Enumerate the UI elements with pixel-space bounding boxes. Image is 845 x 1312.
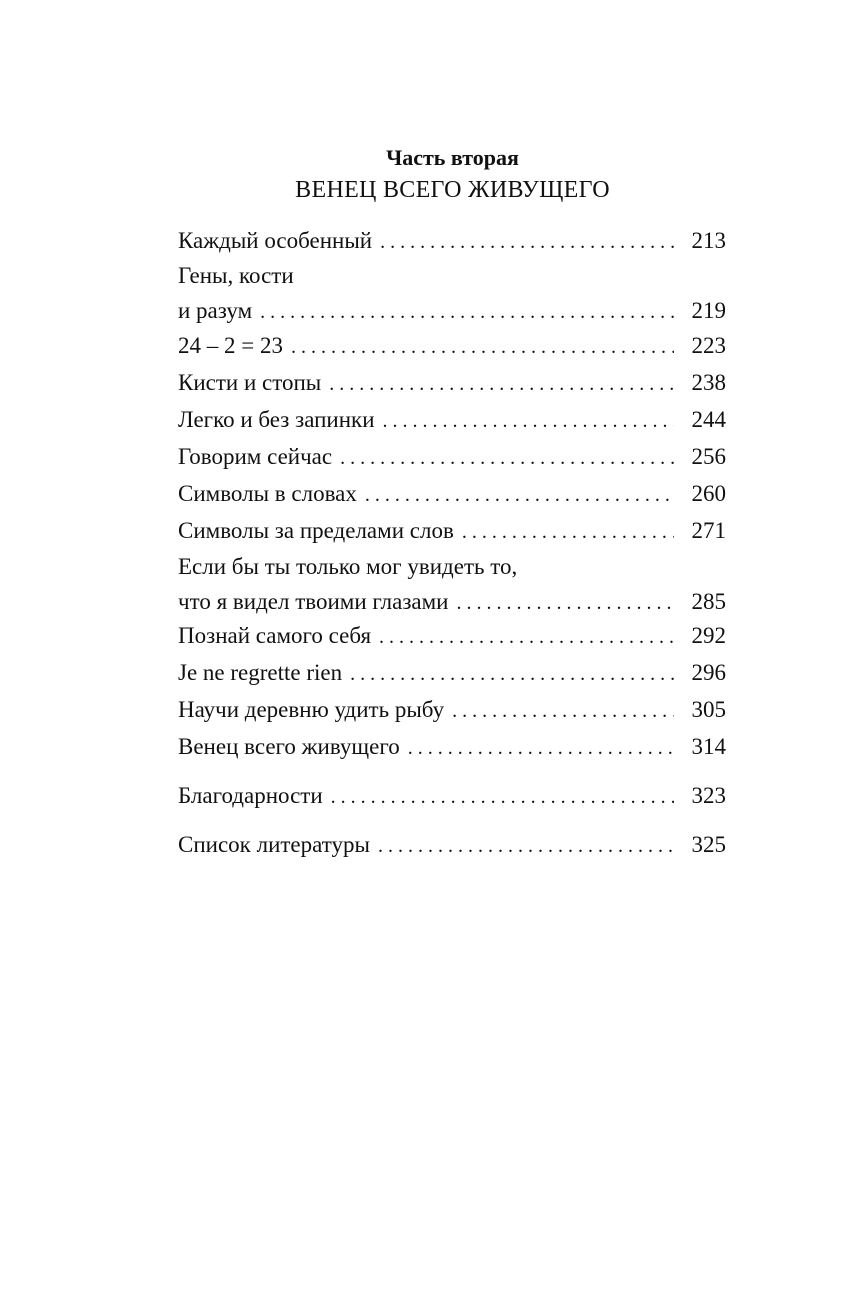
toc-entry-page: 314 [691,734,726,759]
toc-entry[interactable] [178,438,726,475]
dot-leader [452,693,674,730]
dot-leader [340,440,674,477]
toc-entry-page: 260 [691,481,726,506]
dot-leader [350,656,674,693]
toc-entry-title: Символы за пределами слов [178,518,454,543]
toc-entry-page: 271 [691,518,726,543]
toc-entry-page: 219 [691,298,726,323]
dot-leader [462,514,674,551]
toc-entry-title: Легко и без запинки [178,407,375,432]
toc-entry-title: и разум [178,298,253,323]
toc-entry-title: Научи деревню удить рыбу [178,697,445,722]
toc-entry-title: Венец всего живущего [178,734,400,759]
toc-entry[interactable] [178,826,726,863]
toc-entry[interactable] [178,364,726,401]
toc-entry-title-line1: Если бы ты только мог увидеть то, [178,554,518,579]
toc-entry-title: Символы в словах [178,481,357,506]
toc-entry-page: 305 [691,697,726,722]
toc-entry-title-line1: Гены, кости [178,263,294,288]
toc-entry-page: 223 [691,333,726,358]
toc-entry-title: Благодарности [178,783,323,808]
toc-entry[interactable] [178,401,726,438]
toc-entry-title: Je ne regrette rien [178,660,343,685]
dot-leader [291,329,674,366]
dot-leader [329,366,674,403]
dot-leader [260,294,674,331]
toc-entry[interactable] [178,327,726,364]
toc-entry-title: Кисти и стопы [178,370,322,395]
dot-leader [383,403,674,440]
toc-entry-title: Каждый особенный [178,228,373,253]
toc-entry-page: 244 [691,407,726,432]
toc-entry-page: 285 [691,589,726,614]
toc-entry-page: 213 [691,228,726,253]
part-title: ВЕНЕЦ ВСЕГО ЖИВУЩЕГО [295,177,610,203]
toc-entry[interactable] [178,777,726,814]
toc-entry-title: Список литературы [178,832,370,857]
toc-entry[interactable] [178,475,726,512]
toc-entry[interactable] [178,550,726,620]
dot-leader [379,619,674,656]
toc-entry[interactable] [178,512,726,549]
toc-entry-page: 256 [691,444,726,469]
toc-entry[interactable] [178,222,726,259]
toc-entry-title: Говорим сейчас [178,444,333,469]
toc-entry-title: Познай самого себя [178,623,372,648]
toc-entry-title: что я видел твоими глазами [178,589,449,614]
dot-leader [331,779,674,816]
toc-entry-page: 296 [691,660,726,685]
dot-leader [380,224,674,261]
toc-entry[interactable] [178,617,726,654]
dot-leader [365,477,674,514]
part-label: Часть вторая [386,145,519,170]
toc-entry-page: 323 [691,783,726,808]
dot-leader [378,828,674,865]
toc-entry[interactable] [178,728,726,765]
toc-entry-title: 24 – 2 = 23 [178,333,283,358]
toc-entry-page: 325 [691,832,726,857]
toc-entry[interactable] [178,654,726,691]
toc-entry[interactable] [178,691,726,728]
dot-leader [408,730,674,767]
toc-entry-page: 292 [691,623,726,648]
toc-entry[interactable] [178,259,726,329]
toc-entry-page: 238 [691,370,726,395]
